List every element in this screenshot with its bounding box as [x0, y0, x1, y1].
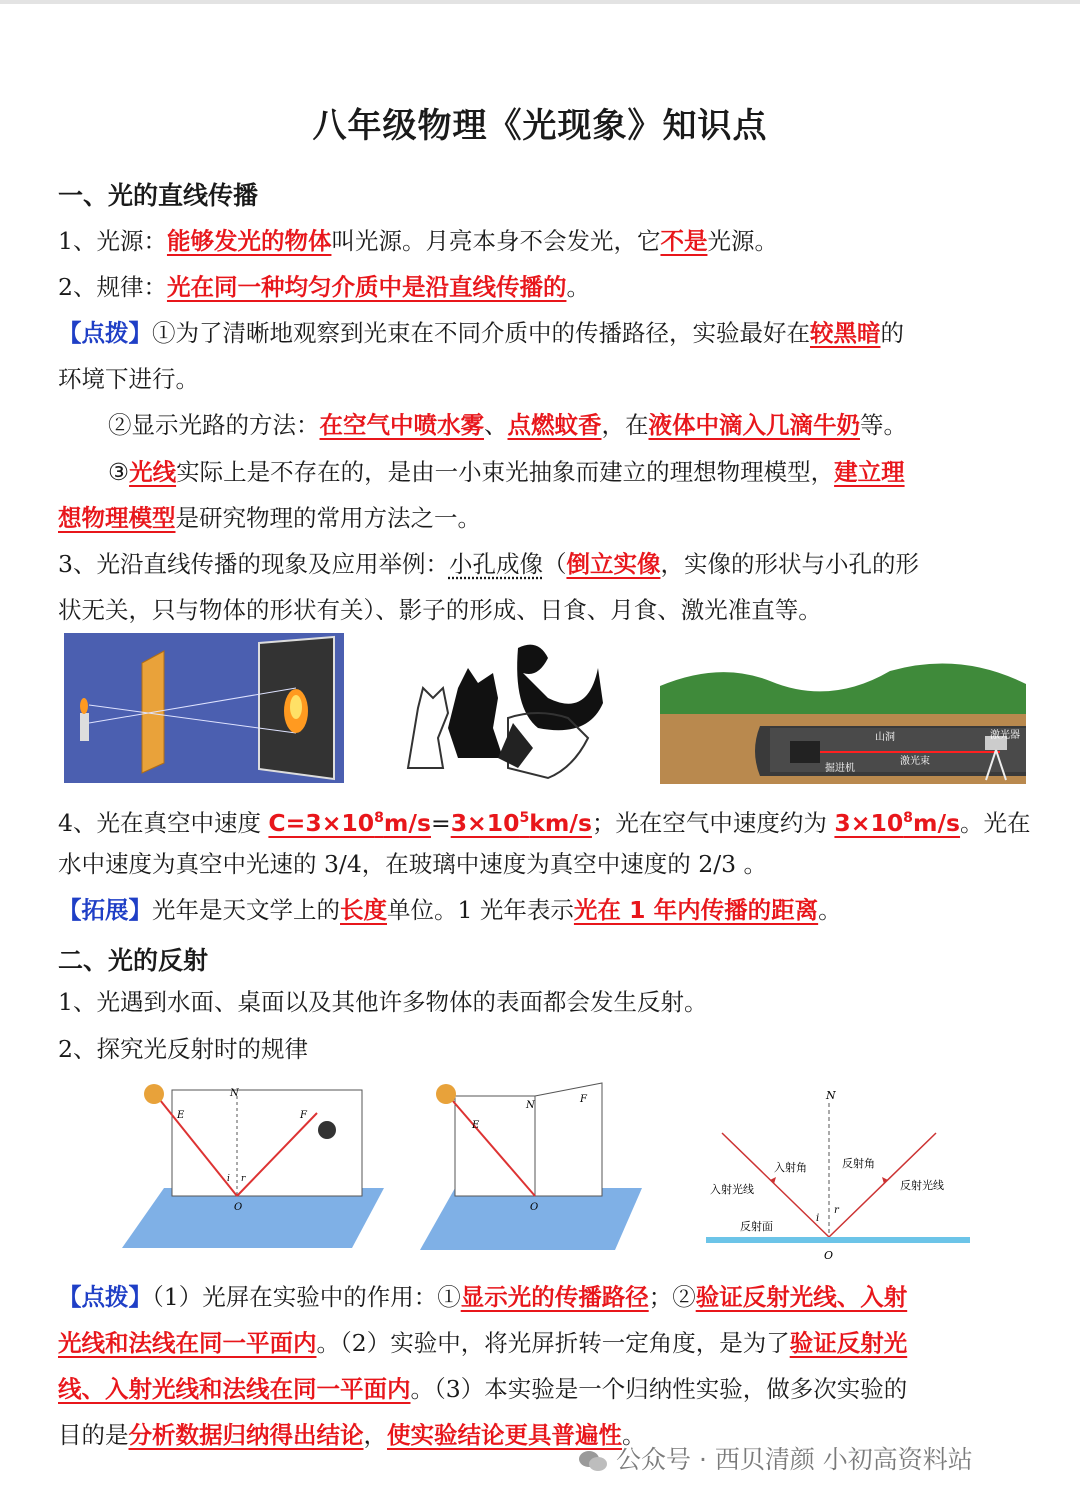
label-O-1: O — [234, 1202, 243, 1213]
reflection-tip-line-4: 目的是分析数据归纳得出结论，使实验结论更具普遍性。 — [58, 1421, 646, 1449]
tip-line-3: ②显示光路的方法：在空气中喷水雾、点燃蚊香，在液体中滴入几滴牛奶等。 — [108, 411, 907, 439]
section-heading-1: 一、光的直线传播 — [58, 181, 259, 210]
tip-line-4: ③光线实际上是不存在的，是由一小束光抽象而建立的理想物理模型，建立理 — [108, 458, 905, 486]
paragraph-speed-1: 4、光在真空中速度 $C=3\times 10^8m/s=3\times 10^5km/s$；光在空气中速度约为 $3\times 10^8m/s$。光在 — [58, 808, 1031, 837]
pinhole-imaging-figure — [64, 633, 344, 783]
label-reflected-ray: 反射光线 — [900, 1179, 944, 1192]
reflection-experiment-figure-1 — [122, 1078, 384, 1256]
label-E-1: E — [177, 1110, 185, 1121]
reflection-tip-line-3: 线、入射光线和法线在同一平面内。（3）本实验是一个归纳性实验，做多次实验的 — [58, 1375, 908, 1403]
label-digger: 掘进机 — [825, 763, 855, 774]
label-O-2: O — [530, 1202, 539, 1213]
hand-shadow-figure — [398, 628, 608, 783]
top-divider — [0, 0, 1080, 4]
paragraph-law: 2、规律：光在同一种均匀介质中是沿直线传播的。 — [58, 273, 590, 301]
reflection-experiment-figure-2 — [420, 1078, 642, 1256]
label-N-3: N — [826, 1089, 836, 1102]
label-incident-angle: 入射角 — [774, 1161, 807, 1174]
tip-line-2: 环境下进行。 — [58, 365, 199, 393]
paragraph-reflection-1: 1、光遇到水面、桌面以及其他许多物体的表面都会发生反射。 — [58, 988, 708, 1016]
label-N-1: N — [230, 1088, 239, 1099]
label-i-1: i — [227, 1174, 230, 1184]
paragraph-applications-2: 状无关，只与物体的形状有关）、影子的形成、日食、月食、激光准直等。 — [58, 596, 822, 624]
label-O-3: O — [824, 1249, 834, 1262]
label-laser: 激光器 — [990, 730, 1020, 741]
tunnel-laser-figure — [660, 656, 1026, 784]
label-cave: 山洞 — [875, 732, 895, 743]
extension-light-year: 【拓展】光年是天文学上的长度单位。1 光年表示光在 1 年内传播的距离。 — [58, 896, 842, 924]
paragraph-light-source: 1、光源：能够发光的物体叫光源。月亮本身不会发光，它不是光源。 — [58, 227, 778, 255]
tip-line-5: 想物理模型是研究物理的常用方法之一。 — [58, 504, 481, 532]
watermark: 公众号 · 西贝清颜 小初高资料站 — [578, 1440, 973, 1476]
section-heading-2: 二、光的反射 — [58, 946, 209, 975]
label-incident-ray: 入射光线 — [710, 1183, 754, 1196]
reflection-tip-line-1: 【点拨】（1）光屏在实验中的作用：①显示光的传播路径；②验证反射光线、入射 — [58, 1283, 908, 1311]
label-F-1: F — [300, 1110, 307, 1121]
label-r-1: r — [241, 1174, 246, 1184]
label-mirror: 反射面 — [740, 1220, 773, 1233]
label-beam: 激光束 — [900, 756, 930, 767]
wechat-icon — [578, 1449, 608, 1473]
label-E-2: E — [472, 1120, 480, 1131]
tip-line-1: 【点拨】①为了清晰地观察到光束在不同介质中的传播路径，实验最好在较黑暗的 — [58, 319, 904, 347]
label-i-3: i — [816, 1213, 820, 1224]
paragraph-reflection-2: 2、探究光反射时的规律 — [58, 1035, 308, 1063]
paragraph-speed-2: 水中速度为真空中光速的 3/4，在玻璃中速度为真空中速度的 2/3 。 — [58, 850, 768, 878]
label-N-2: N — [526, 1100, 535, 1111]
label-r-3: r — [834, 1205, 839, 1216]
paragraph-applications-1: 3、光沿直线传播的现象及应用举例：小孔成像（倒立实像，实像的形状与小孔的形 — [58, 550, 919, 578]
label-F-2: F — [580, 1094, 587, 1105]
label-reflect-angle: 反射角 — [842, 1157, 875, 1170]
reflection-law-diagram — [702, 1085, 972, 1265]
page-title: 八年级物理《光现象》知识点 — [312, 106, 768, 146]
reflection-tip-line-2: 光线和法线在同一平面内。（2）实验中，将光屏折转一定角度，是为了验证反射光 — [58, 1329, 908, 1357]
